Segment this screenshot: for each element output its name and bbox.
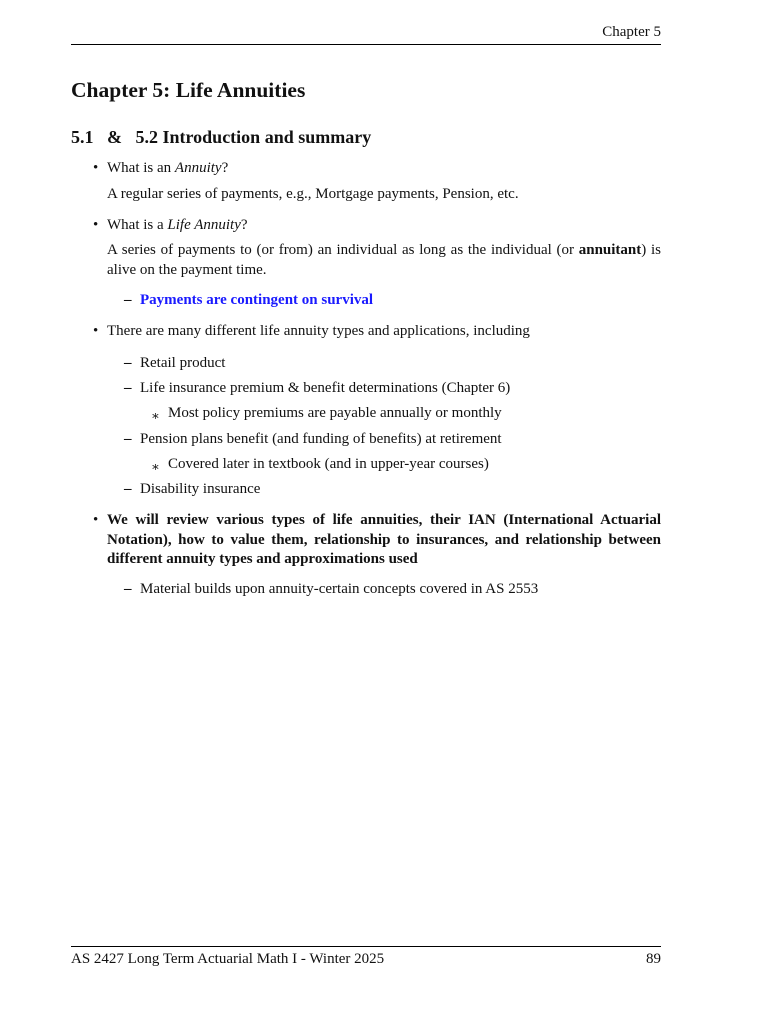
answer-paragraph: A series of payments to (or from) an individual as long as the individual (or annuitant) is alive on the payment time.	[107, 242, 661, 278]
dash-marker: –	[124, 581, 132, 597]
section-title: Introduction and summary	[162, 127, 372, 147]
dash-marker: –	[124, 481, 132, 497]
highlight-text: Payments are contingent on survival	[140, 292, 374, 308]
dash-marker: –	[124, 292, 132, 308]
bullet-dot: •	[93, 160, 99, 176]
bullet-dot: •	[93, 323, 99, 339]
term-life-annuity: Life Annuity	[167, 217, 241, 233]
section-heading	[71, 127, 371, 148]
dash-marker: –	[124, 431, 132, 447]
page-number: 89	[646, 951, 661, 967]
bullet-dot: •	[93, 217, 99, 233]
bullet-dot: •	[93, 512, 99, 528]
term-annuitant: annuitant	[578, 242, 642, 258]
dash-marker: –	[124, 380, 132, 396]
header-rule	[71, 44, 661, 45]
running-header: Chapter 5	[602, 24, 661, 40]
star-marker: ∗	[151, 459, 160, 474]
dash-marker: –	[124, 355, 132, 371]
footer-course: AS 2427 Long Term Actuarial Math I - Winter 2025	[71, 951, 385, 967]
section-number: 5.1 & 5.2	[71, 127, 158, 147]
chapter-title: Chapter 5: Life Annuities	[71, 78, 306, 102]
answer-paragraph: A regular series of payments, e.g., Mortgage payments, Pension, etc.	[107, 186, 519, 202]
star-marker: ∗	[151, 408, 160, 423]
term-annuity: Annuity	[174, 160, 222, 176]
footer-rule	[71, 946, 661, 947]
